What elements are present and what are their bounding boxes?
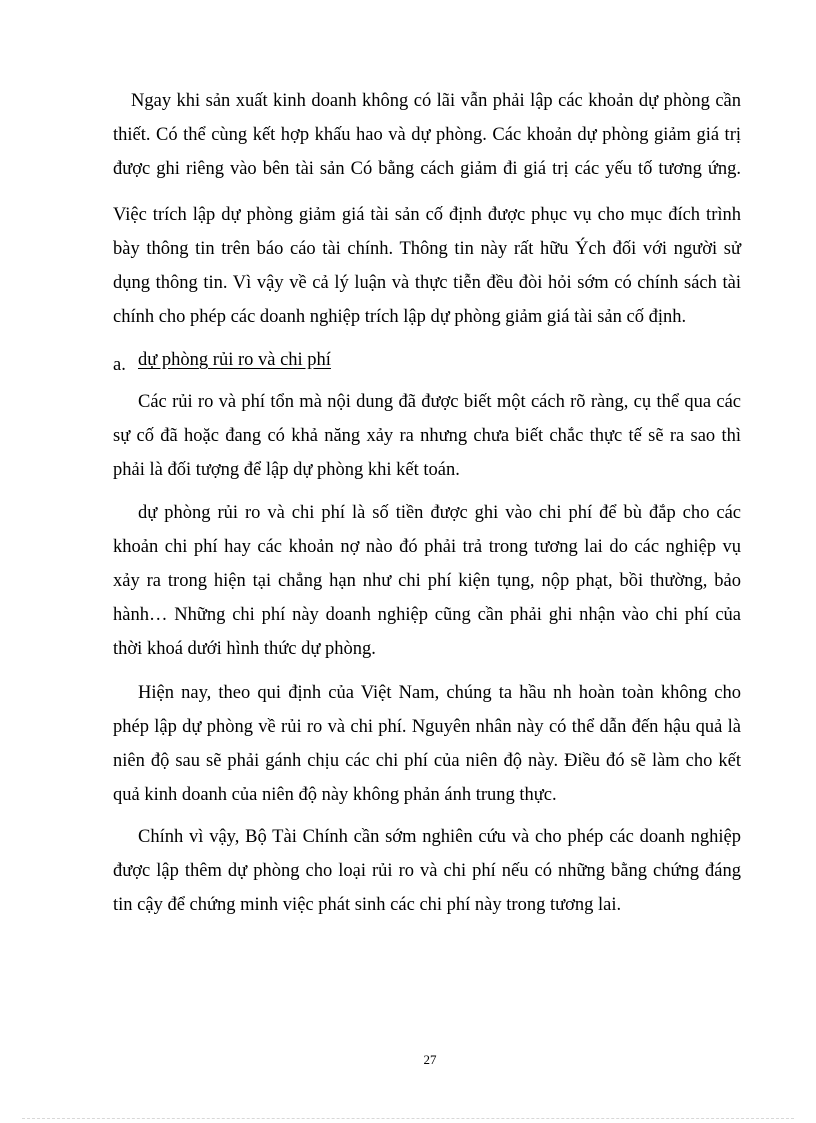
text-line: quả kinh doanh của niên độ này không phản ánh trung thực. — [113, 785, 557, 805]
text-line: Ngay khi sản xuất kinh doanh không có lãi vẫn phải lập các khoản dự phòng cần — [131, 91, 741, 111]
text-line: dự phòng rủi ro và chi phí là số tiền được ghi vào chi phí để bù đắp cho các — [138, 503, 741, 523]
text-line: thời khoá dưới hình thức dự phòng. — [113, 639, 376, 659]
text-line: khoản chi phí hay các khoản nợ nào đó phải trả trong tương lai do các nghiệp vụ — [113, 537, 741, 557]
text-line: thiết. Có thể cùng kết hợp khấu hao và dự phòng. Các khoản dự phòng giảm giá trị — [113, 125, 741, 145]
text-line: phải là đối tượng để lập dự phòng khi kết toán. — [113, 460, 460, 480]
text-line: được lập thêm dự phòng cho loại rủi ro và chi phí nếu có những bằng chứng đáng — [113, 861, 741, 881]
text-line: sự cố đã hoặc đang có khả năng xảy ra nhưng chưa biết chắc thực tế sẽ ra sao thì — [113, 426, 741, 446]
text-line: được ghi riêng vào bên tài sản Có bằng cách giảm đi giá trị các yếu tố tương ứng. — [113, 159, 741, 179]
text-line: bày thông tin trên báo cáo tài chính. Thông tin này rất hữu Ých đối với người sử — [113, 239, 741, 259]
text-line: tin cậy để chứng minh việc phát sinh các chi phí này trong tương lai. — [113, 895, 622, 915]
text-line: niên độ sau sẽ phải gánh chịu các chi phí của niên độ này. Điều đó sẽ làm cho kết — [113, 751, 741, 771]
text-line: dụng thông tin. Vì vậy về cả lý luận và thực tiễn đều đòi hỏi sớm có chính sách tài — [113, 273, 741, 293]
text-line: xảy ra trong hiện tại chẳng hạn như chi phí kiện tụng, nộp phạt, bồi thường, bảo — [113, 571, 741, 591]
text-line: Việc trích lập dự phòng giảm giá tài sản cố định được phục vụ cho mục đích trình — [113, 205, 741, 225]
text-line: hành… Những chi phí này doanh nghiệp cũng cần phải ghi nhận vào chi phí của — [113, 605, 741, 625]
text-line: Chính vì vậy, Bộ Tài Chính cần sớm nghiên cứu và cho phép các doanh nghiệp — [138, 827, 741, 847]
text-line: phép lập dự phòng về rủi ro và chi phí. Nguyên nhân này có thể dẫn đến hậu quả là — [113, 717, 741, 737]
page-number: 27 — [423, 1052, 437, 1067]
page-bottom-rule — [22, 1118, 794, 1119]
heading-text: dự phòng rủi ro và chi phí — [138, 350, 331, 370]
heading-marker: a. — [113, 355, 126, 375]
text-line: Hiện nay, theo qui định của Việt Nam, chúng ta hầu nh hoàn toàn không cho — [138, 683, 741, 703]
text-line: Các rủi ro và phí tổn mà nội dung đã được biết một cách rõ ràng, cụ thể qua các — [138, 392, 741, 412]
text-line: chính cho phép các doanh nghiệp trích lập dự phòng giảm giá tài sản cố định. — [113, 307, 687, 327]
